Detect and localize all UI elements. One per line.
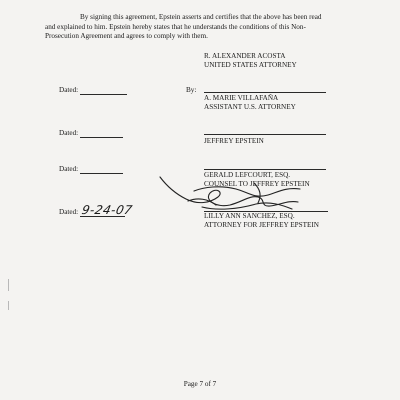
assistant-title: ASSISTANT U.S. ATTORNEY xyxy=(204,103,296,111)
signature-line-assistant xyxy=(204,92,326,93)
scan-mark xyxy=(8,301,9,310)
by-label: By: xyxy=(186,86,197,94)
paragraph-line: and explained to him. Epstein hereby states that he understands the conditions of this Non- xyxy=(45,22,306,31)
counsel2-name: LILLY ANN SANCHEZ, ESQ. xyxy=(204,212,295,220)
date-line-4 xyxy=(80,216,125,217)
date-line-1 xyxy=(80,94,127,95)
us-attorney-block xyxy=(204,52,297,70)
dated-label-1: Dated: xyxy=(59,86,79,94)
counsel2-block xyxy=(204,212,319,230)
paragraph-line: By signing this agreement, Epstein asserts and certifies that the above has been read xyxy=(80,13,322,21)
us-attorney-name: R. ALEXANDER ACOSTA xyxy=(204,52,286,60)
handwritten-date: 9-24-07 xyxy=(80,203,134,217)
counsel1-name: GERALD LEFCOURT, ESQ. xyxy=(204,171,291,179)
signature-line-defendant xyxy=(204,134,326,135)
dated-label-2: Dated: xyxy=(59,129,79,137)
defendant-name: JEFFREY EPSTEIN xyxy=(204,137,264,145)
date-line-2 xyxy=(80,137,123,138)
assistant-block xyxy=(204,94,296,112)
agreement-paragraph xyxy=(0,13,400,42)
signature-line-counsel1 xyxy=(204,169,326,170)
paragraph-line: Prosecution Agreement and agrees to comply with them. xyxy=(45,32,208,41)
dated-label-3: Dated: xyxy=(59,165,79,173)
scan-mark xyxy=(8,279,9,291)
counsel1-title: COUNSEL TO JEFFREY EPSTEIN xyxy=(204,180,310,188)
page-number: Page 7 of 7 xyxy=(183,380,217,388)
us-attorney-title: UNITED STATES ATTORNEY xyxy=(204,61,297,69)
counsel2-title: ATTORNEY FOR JEFFREY EPSTEIN xyxy=(204,221,319,229)
assistant-name: A. MARIE VILLAFAÑA xyxy=(204,94,279,102)
dated-label-4: Dated: xyxy=(59,208,79,216)
date-line-3 xyxy=(80,173,123,174)
